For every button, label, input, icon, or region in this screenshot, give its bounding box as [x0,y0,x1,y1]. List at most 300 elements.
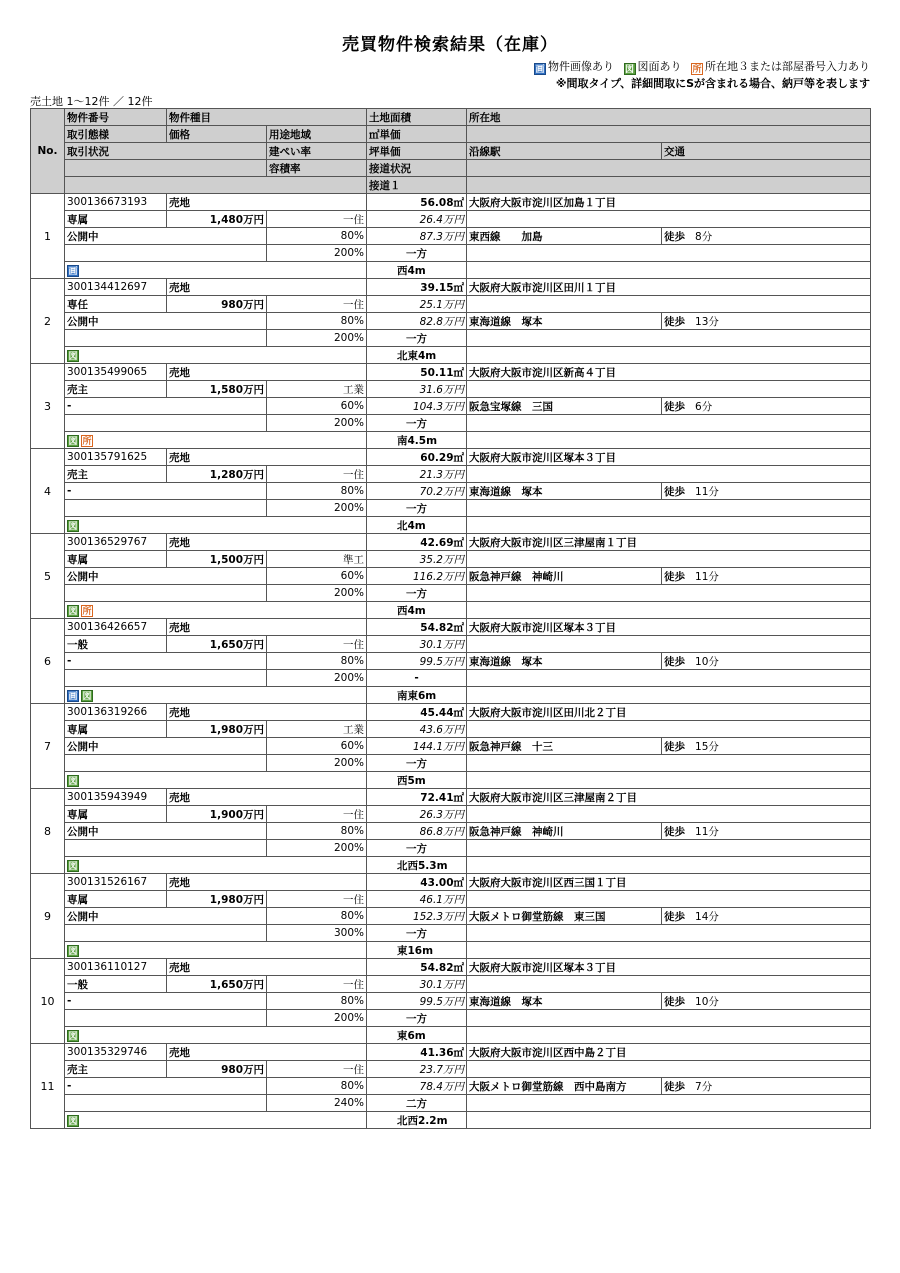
far: 200% [267,840,367,857]
table-row [31,806,871,823]
table-row [31,466,871,483]
property-type: 売地 [167,364,367,381]
legend-location-label: 所在地３または部屋番号入力あり [705,60,870,73]
land-area: 54.82㎡ [367,619,467,636]
bcr: 80% [267,483,367,500]
table-row [31,670,871,687]
blank-cell [467,976,871,993]
status: - [65,1078,267,1095]
property-type: 売地 [167,194,367,211]
walk-minutes: 15分 [695,740,719,753]
table-row [31,517,871,534]
far: 200% [267,755,367,772]
property-type: 売地 [167,279,367,296]
blank-cell [467,772,871,789]
far: 200% [267,500,367,517]
far: 200% [267,330,367,347]
badge-cell [65,347,367,364]
road1: 北東4m [367,347,467,364]
blank-cell [65,1095,267,1112]
property-id[interactable]: 300136319266 [65,704,167,721]
status: - [65,993,267,1010]
header-road-access: 接道状況 [367,160,467,177]
status: - [65,653,267,670]
road1: 南4.5m [367,432,467,449]
walk-label: 徒歩 [664,570,685,583]
row-number: 8 [31,789,65,874]
transaction-mode: 売主 [65,466,167,483]
property-table [30,108,871,1129]
land-area: 60.29㎡ [367,449,467,466]
station: 東西線 加島 [467,228,662,245]
transaction-mode: 専属 [65,211,167,228]
transaction-mode: 専属 [65,806,167,823]
row-number: 3 [31,364,65,449]
blank-cell [467,381,871,398]
road-access: 一方 [367,415,467,432]
land-area: 41.36㎡ [367,1044,467,1061]
far: 300% [267,925,367,942]
blank-cell [467,857,871,874]
price: 1,900万円 [167,806,267,823]
blank-cell [467,466,871,483]
land-area: 45.44㎡ [367,704,467,721]
table-row [31,534,871,551]
status: - [65,398,267,415]
price: 1,480万円 [167,211,267,228]
row-number: 10 [31,959,65,1044]
bcr: 80% [267,908,367,925]
blank-cell [467,585,871,602]
transaction-mode: 専属 [65,891,167,908]
table-row [31,789,871,806]
blank-cell [65,245,267,262]
photo-icon: 画 [535,65,545,75]
price: 980万円 [167,1061,267,1078]
table-row [31,381,871,398]
road-access: - [367,670,467,687]
zoning: 一住 [267,466,367,483]
road1: 北西2.2m [367,1112,467,1129]
walk-label: 徒歩 [664,1080,685,1093]
blank-cell [467,415,871,432]
table-row [31,942,871,959]
road1: 西4m [367,262,467,279]
zoning: 一住 [267,1061,367,1078]
walk-label: 徒歩 [664,485,685,498]
price: 1,650万円 [167,636,267,653]
table-row [31,908,871,925]
table-row [31,772,871,789]
transaction-mode: 専属 [65,721,167,738]
table-row [31,976,871,993]
header-price: 価格 [167,126,267,143]
table-row [31,330,871,347]
price: 1,500万円 [167,551,267,568]
floorplan-icon[interactable]: 図 [68,947,78,957]
property-id[interactable]: 300135791625 [65,449,167,466]
location-icon[interactable]: 所 [82,607,92,617]
zoning: 工業 [267,381,367,398]
header-land-area: 土地面積 [367,109,467,126]
walk-minutes: 10分 [695,995,719,1008]
blank-cell [467,347,871,364]
sqm-price: 30.1万円 [367,636,467,653]
transport [662,398,871,415]
property-type: 売地 [167,534,367,551]
header-blank [467,160,871,177]
address: 大阪府大阪市淀川区西三国１丁目 [467,874,871,891]
walk-minutes: 7分 [695,1080,713,1093]
status: 公開中 [65,568,267,585]
zoning: 一住 [267,296,367,313]
blank-cell [467,806,871,823]
blank-cell [467,296,871,313]
tsubo-price: 152.3万円 [367,908,467,925]
walk-minutes: 14分 [695,910,719,923]
table-row [31,449,871,466]
header-blank [65,177,367,194]
bcr: 80% [267,823,367,840]
table-row [31,636,871,653]
walk-minutes: 10分 [695,655,719,668]
tsubo-price: 87.3万円 [367,228,467,245]
sqm-price: 46.1万円 [367,891,467,908]
transaction-mode: 売主 [65,381,167,398]
address: 大阪府大阪市淀川区塚本３丁目 [467,959,871,976]
road1: 北4m [367,517,467,534]
transport [662,228,871,245]
table-row [31,347,871,364]
floorplan-icon[interactable]: 図 [68,437,78,447]
property-type: 売地 [167,1044,367,1061]
station: 東海道線 塚本 [467,993,662,1010]
floorplan-icon[interactable]: 図 [68,607,78,617]
header-far: 容積率 [267,160,367,177]
walk-minutes: 11分 [695,825,719,838]
transport [662,568,871,585]
blank-cell [467,670,871,687]
bcr: 80% [267,1078,367,1095]
road-access: 一方 [367,925,467,942]
price: 1,280万円 [167,466,267,483]
sqm-price: 26.4万円 [367,211,467,228]
table-row [31,279,871,296]
tsubo-price: 104.3万円 [367,398,467,415]
table-row [31,602,871,619]
badge-cell [65,1027,367,1044]
blank-cell [65,585,267,602]
blank-cell [65,500,267,517]
road-access: 一方 [367,1010,467,1027]
blank-cell [467,517,871,534]
zoning: 一住 [267,636,367,653]
table-row [31,245,871,262]
station: 東海道線 塚本 [467,483,662,500]
floorplan-icon[interactable]: 図 [68,522,78,532]
floorplan-icon[interactable]: 図 [68,352,78,362]
property-id[interactable]: 300136426657 [65,619,167,636]
blank-cell [467,245,871,262]
table-row [31,857,871,874]
walk-minutes: 13分 [695,315,719,328]
address: 大阪府大阪市淀川区田川北２丁目 [467,704,871,721]
legend-note: ※間取タイプ、詳細間取にSが含まれる場合、納戸等を表します [555,77,870,90]
property-type: 売地 [167,959,367,976]
address: 大阪府大阪市淀川区塚本３丁目 [467,619,871,636]
table-row [31,364,871,381]
badge-cell [65,517,367,534]
blank-cell [467,602,871,619]
table-row [31,1010,871,1027]
property-id[interactable]: 300135329746 [65,1044,167,1061]
transport [662,313,871,330]
property-type: 売地 [167,449,367,466]
property-id[interactable]: 300136110127 [65,959,167,976]
property-id[interactable]: 300134412697 [65,279,167,296]
blank-cell [467,500,871,517]
walk-label: 徒歩 [664,655,685,668]
table-row [31,483,871,500]
row-number: 11 [31,1044,65,1129]
walk-label: 徒歩 [664,230,685,243]
table-row [31,1044,871,1061]
row-number: 1 [31,194,65,279]
address: 大阪府大阪市淀川区三津屋南１丁目 [467,534,871,551]
price: 1,580万円 [167,381,267,398]
transaction-mode: 専属 [65,551,167,568]
tsubo-price: 144.1万円 [367,738,467,755]
blank-cell [467,1027,871,1044]
tsubo-price: 78.4万円 [367,1078,467,1095]
floorplan-icon[interactable]: 図 [68,862,78,872]
badge-cell [65,602,367,619]
sqm-price: 25.1万円 [367,296,467,313]
zoning: 準工 [267,551,367,568]
blank-cell [467,262,871,279]
table-row [31,194,871,211]
sqm-price: 30.1万円 [367,976,467,993]
sqm-price: 23.7万円 [367,1061,467,1078]
property-id[interactable]: 300136529767 [65,534,167,551]
price: 1,980万円 [167,891,267,908]
page-title: 売買物件検索結果（在庫） [342,35,558,55]
table-row [31,1027,871,1044]
bcr: 60% [267,738,367,755]
land-area: 43.00㎡ [367,874,467,891]
header-no: No. [31,109,65,194]
tsubo-price: 99.5万円 [367,993,467,1010]
property-id[interactable]: 300135499065 [65,364,167,381]
header-road1: 接道１ [367,177,467,194]
blank-cell [65,415,267,432]
table-row [31,653,871,670]
land-area: 56.08㎡ [367,194,467,211]
bcr: 60% [267,568,367,585]
address: 大阪府大阪市淀川区田川１丁目 [467,279,871,296]
location-icon: 所 [692,65,702,75]
table-row [31,551,871,568]
sqm-price: 26.3万円 [367,806,467,823]
transaction-mode: 専任 [65,296,167,313]
result-count: 売土地 1〜12件 ／ 12件 [30,95,153,108]
walk-label: 徒歩 [664,825,685,838]
zoning: 工業 [267,721,367,738]
bcr: 60% [267,398,367,415]
table-row [31,1078,871,1095]
price: 1,980万円 [167,721,267,738]
header-blank [467,177,871,194]
station: 大阪メトロ御堂筋線 西中島南方 [467,1078,662,1095]
blank-cell [467,687,871,704]
zoning: 一住 [267,891,367,908]
walk-label: 徒歩 [664,995,685,1008]
blank-cell [65,925,267,942]
walk-label: 徒歩 [664,315,685,328]
header-transport: 交通 [662,143,871,160]
price: 1,650万円 [167,976,267,993]
table-row [31,500,871,517]
table-row [31,925,871,942]
road1: 東16m [367,942,467,959]
walk-minutes: 11分 [695,485,719,498]
road-access: 一方 [367,330,467,347]
tsubo-price: 116.2万円 [367,568,467,585]
transport [662,823,871,840]
table-row [31,398,871,415]
status: 公開中 [65,823,267,840]
station: 東海道線 塚本 [467,313,662,330]
location-icon[interactable]: 所 [82,437,92,447]
bcr: 80% [267,228,367,245]
bcr: 80% [267,313,367,330]
header-status: 取引状況 [65,143,267,160]
road-access: 一方 [367,245,467,262]
address: 大阪府大阪市淀川区西中島２丁目 [467,1044,871,1061]
legend-plan-label: 図面あり [637,60,682,73]
table-row [31,313,871,330]
row-number: 9 [31,874,65,959]
far: 200% [267,585,367,602]
header-zoning: 用途地域 [267,126,367,143]
photo-icon[interactable]: 画 [68,267,78,277]
table-row [31,1095,871,1112]
legend-plan [624,58,682,75]
table-row [31,840,871,857]
header-station: 沿線駅 [467,143,662,160]
transaction-mode: 一般 [65,976,167,993]
tsubo-price: 99.5万円 [367,653,467,670]
header-transaction-mode: 取引態様 [65,126,167,143]
far: 240% [267,1095,367,1112]
status: 公開中 [65,313,267,330]
sqm-price: 21.3万円 [367,466,467,483]
table-row [31,568,871,585]
transaction-mode: 売主 [65,1061,167,1078]
blank-cell [467,840,871,857]
blank-cell [65,1010,267,1027]
table-row [31,1112,871,1129]
row-number: 5 [31,534,65,619]
blank-cell [467,1112,871,1129]
table-row [31,874,871,891]
road-access: 一方 [367,755,467,772]
status: 公開中 [65,738,267,755]
table-row [31,721,871,738]
table-row [31,619,871,636]
transport [662,993,871,1010]
property-id[interactable]: 300136673193 [65,194,167,211]
legend-image [534,58,614,75]
floorplan-icon[interactable]: 図 [82,692,92,702]
road1: 北西5.3m [367,857,467,874]
sqm-price: 43.6万円 [367,721,467,738]
transport [662,653,871,670]
header-property-id: 物件番号 [65,109,167,126]
walk-minutes: 11分 [695,570,719,583]
blank-cell [467,211,871,228]
blank-cell [65,670,267,687]
header-bcr: 建ぺい率 [267,143,367,160]
status: - [65,483,267,500]
land-area: 42.69㎡ [367,534,467,551]
tsubo-price: 82.8万円 [367,313,467,330]
blank-cell [65,840,267,857]
property-type: 売地 [167,619,367,636]
floorplan-icon[interactable]: 図 [68,777,78,787]
table-row [31,1061,871,1078]
blank-cell [467,330,871,347]
header-sqm-price: ㎡単価 [367,126,467,143]
walk-label: 徒歩 [664,910,685,923]
table-row [31,585,871,602]
floorplan-icon[interactable]: 図 [68,1117,78,1127]
property-id[interactable]: 300135943949 [65,789,167,806]
road-access: 一方 [367,585,467,602]
zoning: 一住 [267,806,367,823]
floorplan-icon[interactable]: 図 [68,1032,78,1042]
station: 東海道線 塚本 [467,653,662,670]
photo-icon[interactable]: 画 [68,692,78,702]
zoning: 一住 [267,211,367,228]
property-type: 売地 [167,704,367,721]
land-area: 72.41㎡ [367,789,467,806]
road1: 東6m [367,1027,467,1044]
legend-image-label: 物件画像あり [548,60,614,73]
land-area: 50.11㎡ [367,364,467,381]
badge-cell [65,262,367,279]
row-number: 6 [31,619,65,704]
property-id[interactable]: 300131526167 [65,874,167,891]
property-type: 売地 [167,874,367,891]
header-blank [65,160,267,177]
blank-cell [467,755,871,772]
sqm-price: 31.6万円 [367,381,467,398]
row-number: 2 [31,279,65,364]
table-row [31,432,871,449]
table-row [31,738,871,755]
far: 200% [267,1010,367,1027]
land-area: 54.82㎡ [367,959,467,976]
bcr: 80% [267,993,367,1010]
blank-cell [65,330,267,347]
sqm-price: 35.2万円 [367,551,467,568]
table-row [31,262,871,279]
row-number: 7 [31,704,65,789]
road-access: 一方 [367,500,467,517]
zoning: 一住 [267,976,367,993]
header-address: 所在地 [467,109,871,126]
